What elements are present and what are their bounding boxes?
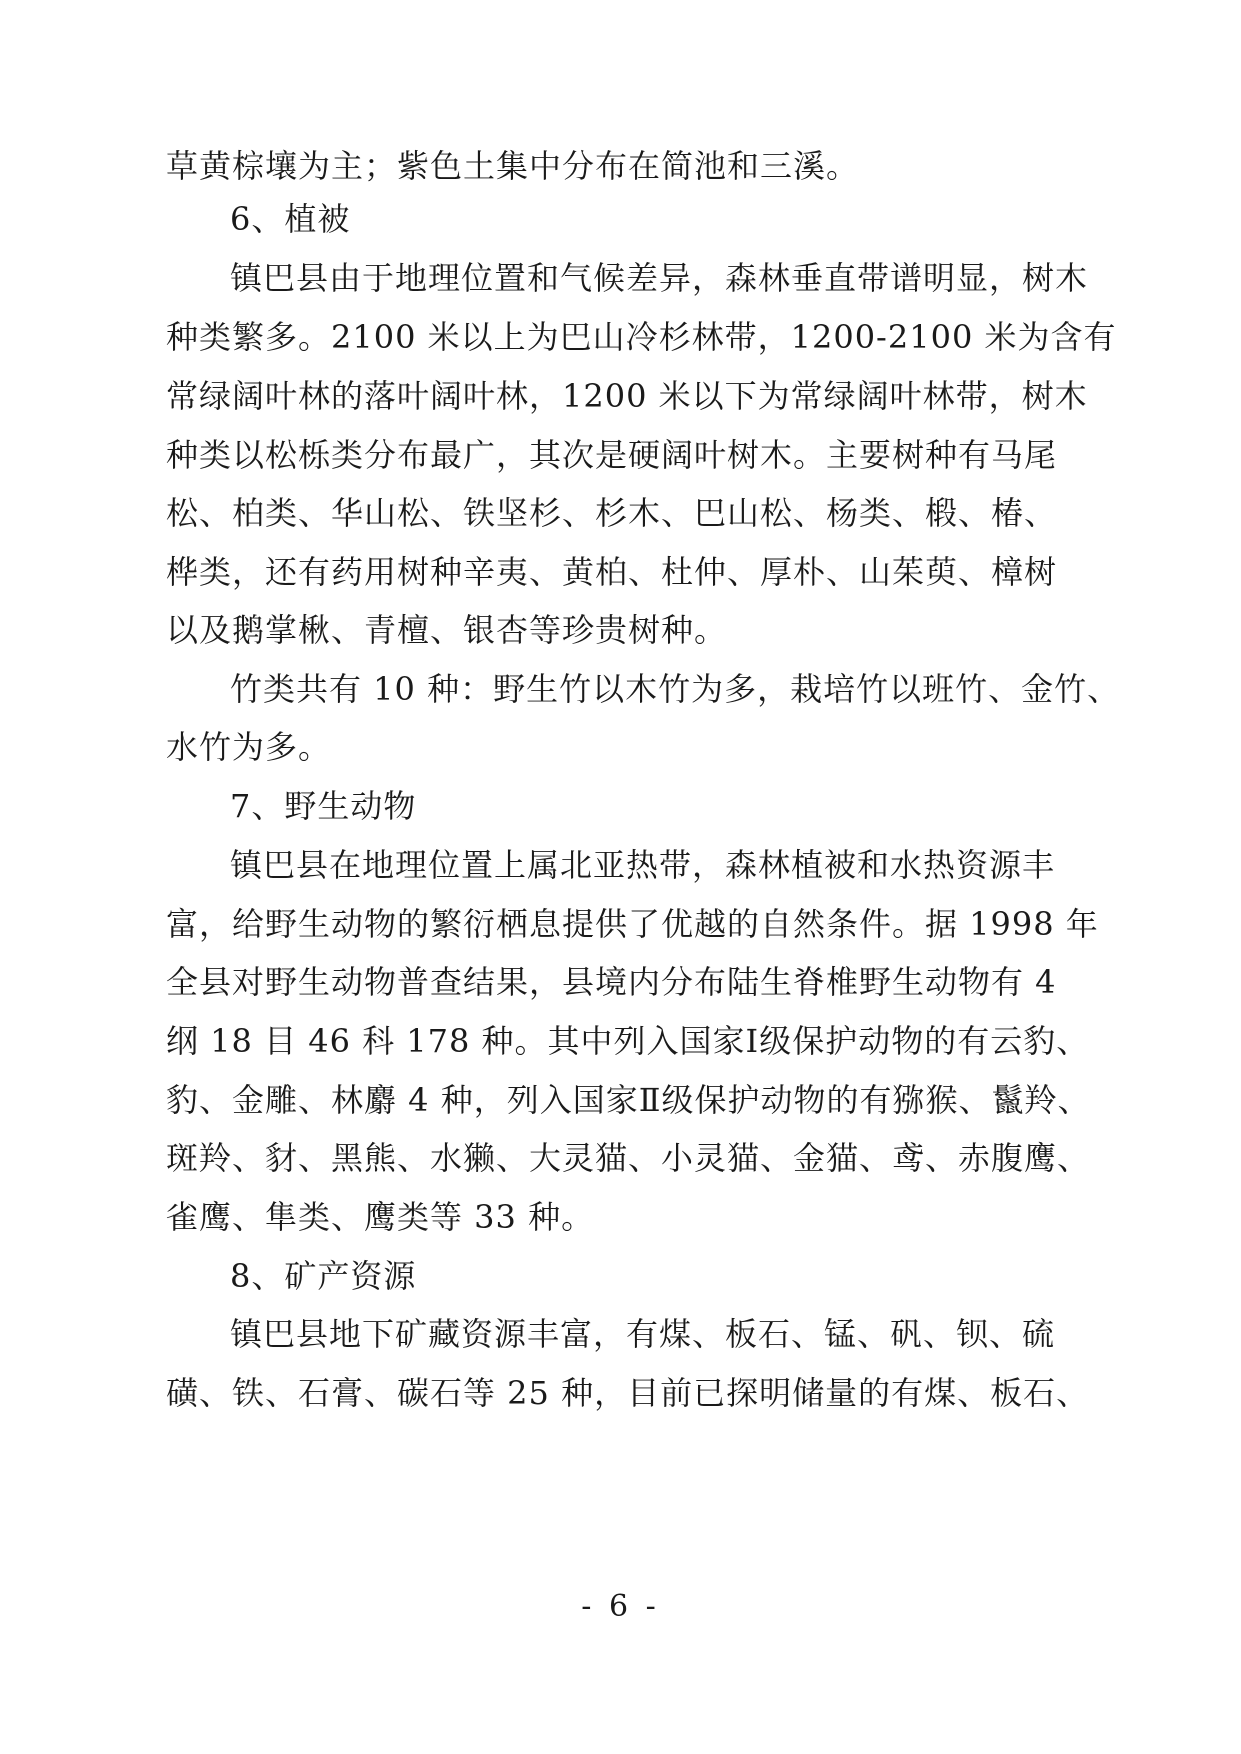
paragraph-line: 草黄棕壤为主；紫色土集中分布在简池和三溪。: [166, 147, 860, 185]
paragraph-line: 豹、金雕、林麝 4 种，列入国家Ⅱ级保护动物的有猕猴、鬣羚、: [166, 1081, 1091, 1119]
paragraph-line: 富，给野生动物的繁衍栖息提供了优越的自然条件。据 1998 年: [166, 905, 1099, 943]
paragraph-line: 镇巴县地下矿藏资源丰富，有煤、板石、锰、矾、钡、硫: [230, 1315, 1056, 1353]
section-heading-vegetation: 6、植被: [230, 200, 351, 238]
paragraph-line: 雀鹰、隼类、鹰类等 33 种。: [166, 1198, 595, 1236]
paragraph-line: 以及鹅掌楸、青檀、银杏等珍贵树种。: [166, 611, 728, 649]
paragraph-line: 种类以松栎类分布最广，其次是硬阔叶树木。主要树种有马尾: [166, 436, 1058, 474]
paragraph-line: 竹类共有 10 种：野生竹以木竹为多，栽培竹以班竹、金竹、: [230, 670, 1121, 708]
paragraph-line: 松、柏类、华山松、铁坚杉、杉木、巴山松、杨类、椴、椿、: [166, 494, 1058, 532]
paragraph-line: 常绿阔叶林的落叶阔叶林，1200 米以下为常绿阔叶林带，树木: [166, 377, 1088, 415]
section-heading-minerals: 8、矿产资源: [230, 1257, 417, 1295]
paragraph-line: 纲 18 目 46 科 178 种。其中列入国家Ⅰ级保护动物的有云豹、: [166, 1022, 1090, 1060]
paragraph-line: 磺、铁、石膏、碳石等 25 种，目前已探明储量的有煤、板石、: [166, 1374, 1090, 1412]
paragraph-line: 桦类，还有药用树种辛夷、黄柏、杜仲、厚朴、山茱萸、樟树: [166, 553, 1058, 591]
paragraph-line: 全县对野生动物普查结果，县境内分布陆生脊椎野生动物有 4: [166, 963, 1057, 1001]
paragraph-line: 镇巴县由于地理位置和气候差异，森林垂直带谱明显，树木: [230, 259, 1089, 297]
paragraph-line: 斑羚、豺、黑熊、水獭、大灵猫、小灵猫、金猫、鸢、赤腹鹰、: [166, 1139, 1091, 1177]
page-number: - 6 -: [581, 1589, 660, 1624]
paragraph-line: 镇巴县在地理位置上属北亚热带，森林植被和水热资源丰: [230, 846, 1056, 884]
section-heading-wildlife: 7、野生动物: [230, 787, 417, 825]
paragraph-line: 种类繁多。2100 米以上为巴山冷杉林带，1200-2100 米为含有: [166, 318, 1117, 356]
paragraph-line: 水竹为多。: [166, 728, 332, 766]
